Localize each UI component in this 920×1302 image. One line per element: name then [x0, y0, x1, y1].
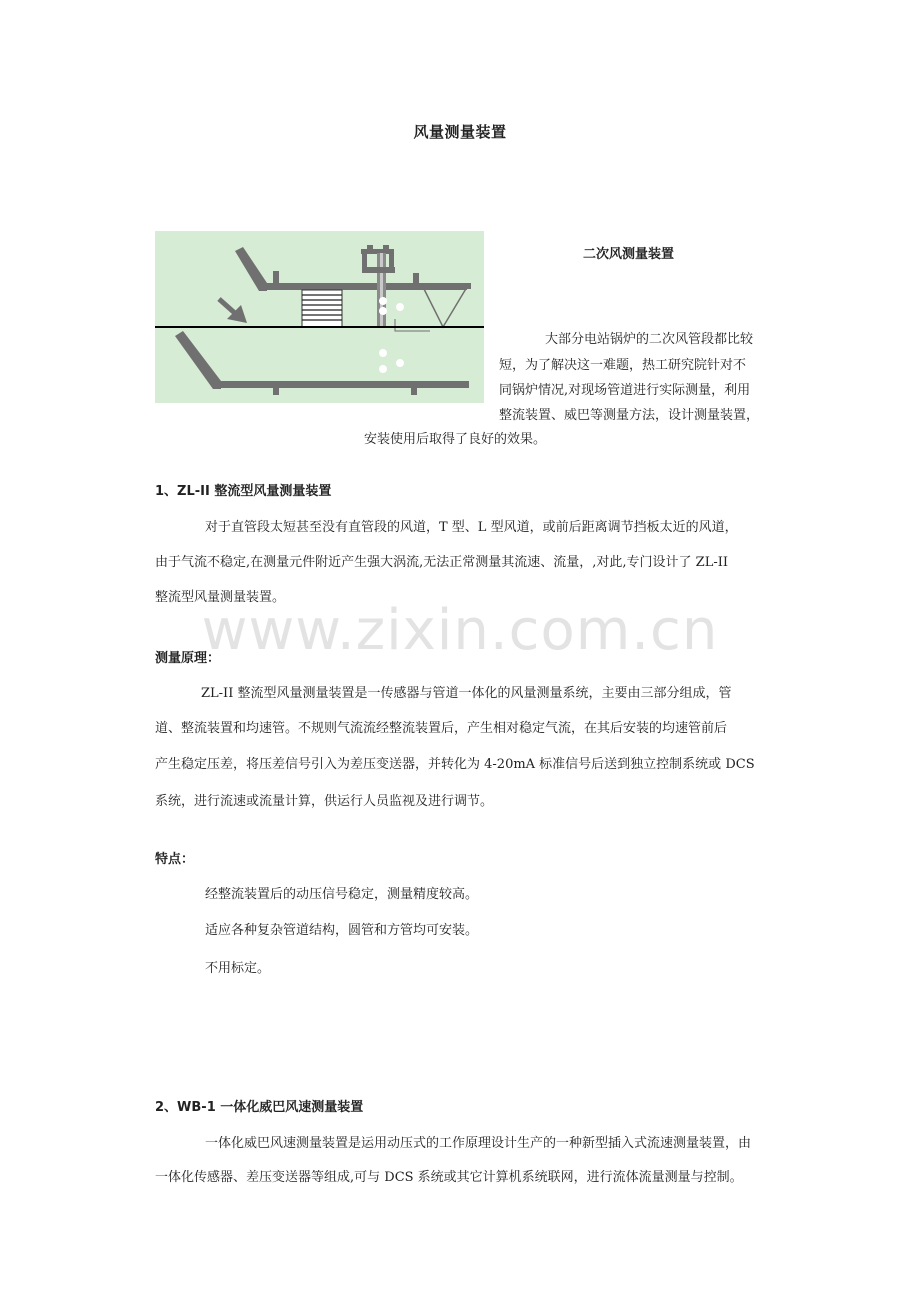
air-duct-diagram: [155, 231, 484, 403]
section1-paragraph-line: 整流型风量测量装置。: [155, 590, 286, 605]
figure-subtitle: 二次风测量装置: [583, 247, 675, 262]
principle-line: 系统，进行流速或流量计算，供运行人员监视及进行调节。: [155, 794, 494, 809]
section1-paragraph-line: 对于直管段太短甚至没有直管段的风道，T 型、L 型风道，或前后距离调节挡板太近的风道，: [205, 520, 738, 535]
principle-line: ZL-II 整流型风量测量装置是一传感器与管道一体化的风量测量系统，主要由三部分组成，管: [201, 686, 732, 701]
intro-line: 安装使用后取得了良好的效果。: [364, 432, 547, 447]
intro-line: 同锅炉情况,对现场管道进行实际测量，利用: [499, 383, 751, 398]
watermark: www.zixin.com.cn: [201, 598, 719, 663]
feature-item: 不用标定。: [205, 961, 271, 976]
intro-line: 大部分电站锅炉的二次风管段都比较: [545, 332, 754, 347]
principle-line: 产生稳定压差，将压差信号引入为差压变送器，并转化为 4-20mA 标准信号后送到独立控制系统或 DCS: [155, 757, 755, 772]
section2-heading: 2、WB-1 一体化威巴风速测量装置: [155, 1100, 364, 1115]
section1-paragraph-line: 由于气流不稳定,在测量元件附近产生强大涡流,无法正常测量其流速、流量，,对此,专门设计了 ZL-II: [155, 555, 728, 570]
principle-heading: 测量原理：: [155, 651, 221, 666]
feature-item: 适应各种复杂管道结构，圆管和方管均可安装。: [205, 923, 479, 938]
section2-paragraph-line: 一体化传感器、差压变送器等组成,可与 DCS 系统或其它计算机系统联网，进行流体流量测量与控制。: [155, 1170, 743, 1185]
features-heading: 特点：: [155, 852, 195, 867]
section2-paragraph-line: 一体化威巴风速测量装置是运用动压式的工作原理设计生产的一种新型插入式流速测量装置，由: [205, 1136, 752, 1151]
document-title: 风量测量装置: [413, 123, 507, 141]
intro-line: 整流装置、威巴等测量方法，设计测量装置，: [499, 408, 760, 423]
intro-line: 短，为了解决这一难题，热工研究院针对不: [499, 358, 747, 373]
feature-item: 经整流装置后的动压信号稳定，测量精度较高。: [205, 887, 479, 902]
principle-line: 道、整流装置和均速管。不规则气流流经整流装置后，产生相对稳定气流，在其后安装的均速管前后: [155, 721, 728, 736]
section1-heading: 1、ZL-II 整流型风量测量装置: [155, 484, 332, 499]
